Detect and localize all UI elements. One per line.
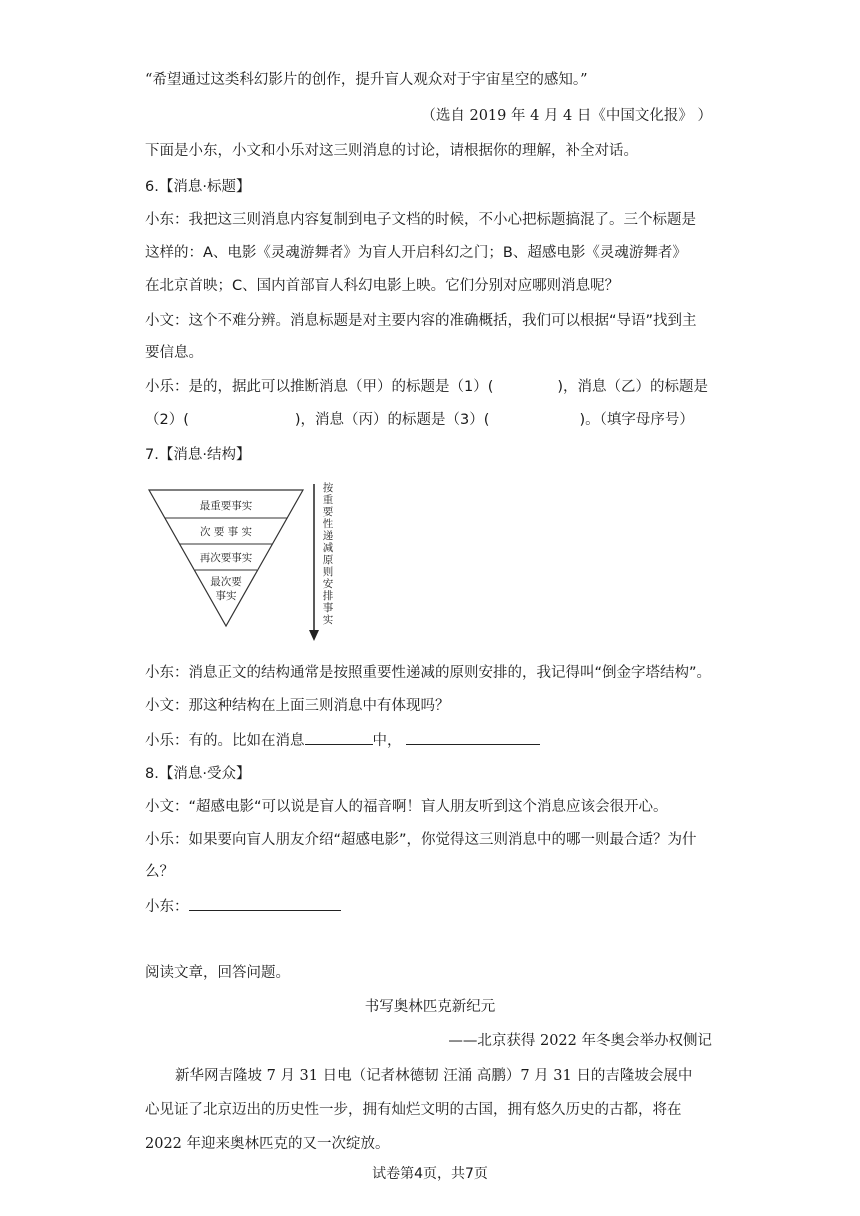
importance-arrow-head xyxy=(309,630,319,641)
q6-le-text-2b: )，消息（丙）的标题是（3）( xyxy=(294,412,490,428)
pyramid-level-3: 再次要事实 xyxy=(199,552,253,564)
arrow-label-vertical xyxy=(323,481,334,626)
arrow-label-char: 实 xyxy=(322,614,334,626)
q6-dong-line-1: 小东：我把这三则消息内容复制到电子文档的时候，不小心把标题搞混了。三个标题是 xyxy=(145,212,696,228)
q7-le-text-b: 中， xyxy=(372,733,402,749)
intro-line: 下面是小东，小文和小乐对这三则消息的讨论，请根据你的理解，补全对话。 xyxy=(145,143,638,159)
pyramid-level-1: 最重要事实 xyxy=(199,500,253,512)
arrow-label-char: 递 xyxy=(322,530,334,542)
q8-le-line-2: 么？ xyxy=(145,864,174,880)
source-line: （选自 2019 年 4 月 4 日《中国文化报》 ） xyxy=(421,108,712,124)
q7-wen-line: 小文：那这种结构在上面三则消息中有体现吗？ xyxy=(145,698,450,714)
q6-dong-line-2: 这样的：A、电影《灵魂游舞者》为盲人开启科幻之门；B、超感电影《灵魂游舞者》 xyxy=(145,245,687,261)
q8-dong-text: 小东： xyxy=(145,899,189,915)
article-para-line-2: 心见证了北京迈出的历史性一步，拥有灿烂文明的古国，拥有悠久历史的古都，将在 xyxy=(145,1102,682,1118)
q8-le-line-1: 小乐：如果要向盲人朋友介绍“超感电影”，你觉得这三则消息中的哪一则最合适？为什 xyxy=(145,832,697,848)
q6-dong-line-3: 在北京首映；C、国内首部盲人科幻电影上映。它们分别对应哪则消息呢？ xyxy=(145,278,620,294)
q7-le-text-a: 小乐：有的。比如在消息 xyxy=(145,733,305,749)
inverted-pyramid-diagram xyxy=(145,478,340,643)
answer-blank-5[interactable] xyxy=(406,730,540,745)
arrow-label-char: 事 xyxy=(322,602,334,614)
arrow-label-char: 要 xyxy=(322,506,334,518)
pyramid-level-2: 次 要 事 实 xyxy=(199,526,253,538)
reading-instruction: 阅读文章，回答问题。 xyxy=(145,965,290,981)
q6-le-text-1a: 小乐：是的，据此可以推断消息（甲）的标题是（1）( xyxy=(145,379,494,395)
q7-heading: 7.【消息·结构】 xyxy=(145,447,251,463)
q8-heading: 8.【消息·受众】 xyxy=(145,766,251,782)
q6-le-line-2 xyxy=(145,410,694,430)
answer-blank-6[interactable] xyxy=(189,896,341,911)
arrow-label-char: 减 xyxy=(322,542,334,554)
q8-wen-line: 小文：“超感电影“可以说是盲人的福音啊！盲人朋友听到这个消息应该会很开心。 xyxy=(145,799,668,815)
arrow-label-char: 则 xyxy=(322,566,334,578)
q6-le-line-1 xyxy=(145,377,708,397)
q7-le-line xyxy=(145,730,540,751)
arrow-label-char: 重 xyxy=(322,494,334,506)
arrow-label-char: 性 xyxy=(322,518,334,530)
article-title: 书写奥林匹克新纪元 xyxy=(364,999,496,1015)
quote-line: “希望通过这类科幻影片的创作，提升盲人观众对于宇宙星空的感知。” xyxy=(145,72,588,88)
article-para-line-1: 新华网吉隆坡 7 月 31 日电（记者林德韧 汪涌 高鹏）7 月 31 日的吉隆坡会展中 xyxy=(175,1068,693,1084)
q6-le-text-2c: )。（填字母序号） xyxy=(579,412,694,428)
arrow-label-char: 排 xyxy=(322,590,334,602)
page-footer: 试卷第4页，共7页 xyxy=(372,1166,488,1182)
article-subtitle: ——北京获得 2022 年冬奥会举办权侧记 xyxy=(448,1033,712,1049)
article-para-line-3: 2022 年迎来奥林匹克的又一次绽放。 xyxy=(145,1136,390,1152)
pyramid-level-4a: 最次要 xyxy=(210,576,242,588)
q6-heading: 6.【消息·标题】 xyxy=(145,179,251,195)
q6-le-text-1b: )，消息（乙）的标题是 xyxy=(557,379,709,395)
q8-dong-line xyxy=(145,896,341,917)
pyramid-level-4b: 事实 xyxy=(215,590,237,602)
arrow-label-char: 安 xyxy=(322,578,334,590)
answer-blank-4[interactable] xyxy=(305,730,373,745)
q6-le-text-2a: （2）( xyxy=(145,412,189,428)
arrow-label-char: 原 xyxy=(322,554,334,566)
arrow-label-char: 按 xyxy=(322,482,334,494)
q6-wen-line-1: 小文：这个不难分辨。消息标题是对主要内容的准确概括，我们可以根据“导语”找到主 xyxy=(145,313,697,329)
q7-dong-line: 小东：消息正文的结构通常是按照重要性递减的原则安排的，我记得叫“倒金字塔结构”。 xyxy=(145,665,712,681)
q6-wen-line-2: 要信息。 xyxy=(145,345,203,361)
